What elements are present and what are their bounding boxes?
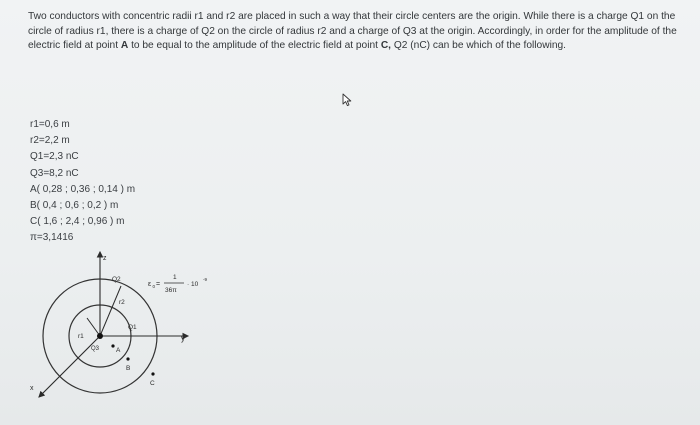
point-a-label: A bbox=[116, 347, 121, 354]
formula-denominator: 36π bbox=[165, 287, 177, 294]
epsilon-formula bbox=[148, 274, 207, 294]
point-b-label: B bbox=[126, 365, 131, 372]
origin-charge-dot bbox=[97, 333, 103, 339]
given-pi: π=3,1416 bbox=[30, 232, 74, 244]
concentric-conductors-diagram bbox=[24, 240, 254, 400]
given-q1: Q1=2,3 nC bbox=[30, 151, 79, 163]
r2-label: r2 bbox=[119, 299, 125, 306]
point-b-dot bbox=[126, 357, 129, 360]
given-r2: r2=2,2 m bbox=[30, 135, 70, 147]
given-point-b: B( 0,4 ; 0,6 ; 0,2 ) m bbox=[30, 200, 119, 212]
point-c-dot bbox=[151, 372, 154, 375]
formula-numerator: 1 bbox=[173, 274, 177, 281]
q1-label: Q1 bbox=[128, 324, 137, 331]
mouse-cursor-icon bbox=[342, 93, 354, 107]
question-part-3: Q2 (nC) can be which of the following. bbox=[391, 40, 566, 52]
z-axis-label: z bbox=[103, 255, 107, 262]
point-c-label: C bbox=[150, 380, 155, 387]
epsilon-subscript: 0 bbox=[152, 284, 156, 289]
epsilon-equals: = bbox=[156, 281, 161, 288]
point-a-bold: A bbox=[120, 40, 129, 52]
y-axis-label: y bbox=[181, 334, 185, 343]
given-q3: Q3=8,2 nC bbox=[30, 167, 79, 179]
formula-exponent: -9 bbox=[203, 277, 208, 282]
point-a-dot bbox=[111, 344, 114, 347]
question-part-1: Two conductors with concentric radii r1 and r2 are placed in such a way that their circle centers are the origin. While there is a charge Q1 on the circle of radius r1, there is a charge of Q2 on the circle of radius r2 and a charge of Q3 at the origin. Accordingly, in order for the amplitude of the electric field at point bbox=[28, 11, 677, 52]
given-point-a: A( 0,28 ; 0,36 ; 0,14 ) m bbox=[30, 183, 136, 195]
question-text bbox=[28, 10, 683, 54]
formula-multiplier: · 10 bbox=[187, 281, 199, 288]
r1-label: r1 bbox=[78, 333, 84, 340]
question-part-2: to be equal to the amplitude of the electric field at point bbox=[128, 40, 381, 52]
q2-label: Q2 bbox=[112, 276, 121, 283]
radius-r1-line bbox=[87, 318, 100, 336]
q3-label: Q3 bbox=[91, 346, 100, 352]
x-axis-label: x bbox=[30, 385, 34, 392]
given-point-c: C( 1,6 ; 2,4 ; 0,96 ) m bbox=[30, 216, 125, 228]
epsilon-symbol: ε bbox=[148, 281, 152, 288]
given-values bbox=[30, 117, 135, 247]
given-r1: r1=0,6 m bbox=[30, 119, 70, 130]
point-c-bold: C, bbox=[380, 40, 392, 52]
